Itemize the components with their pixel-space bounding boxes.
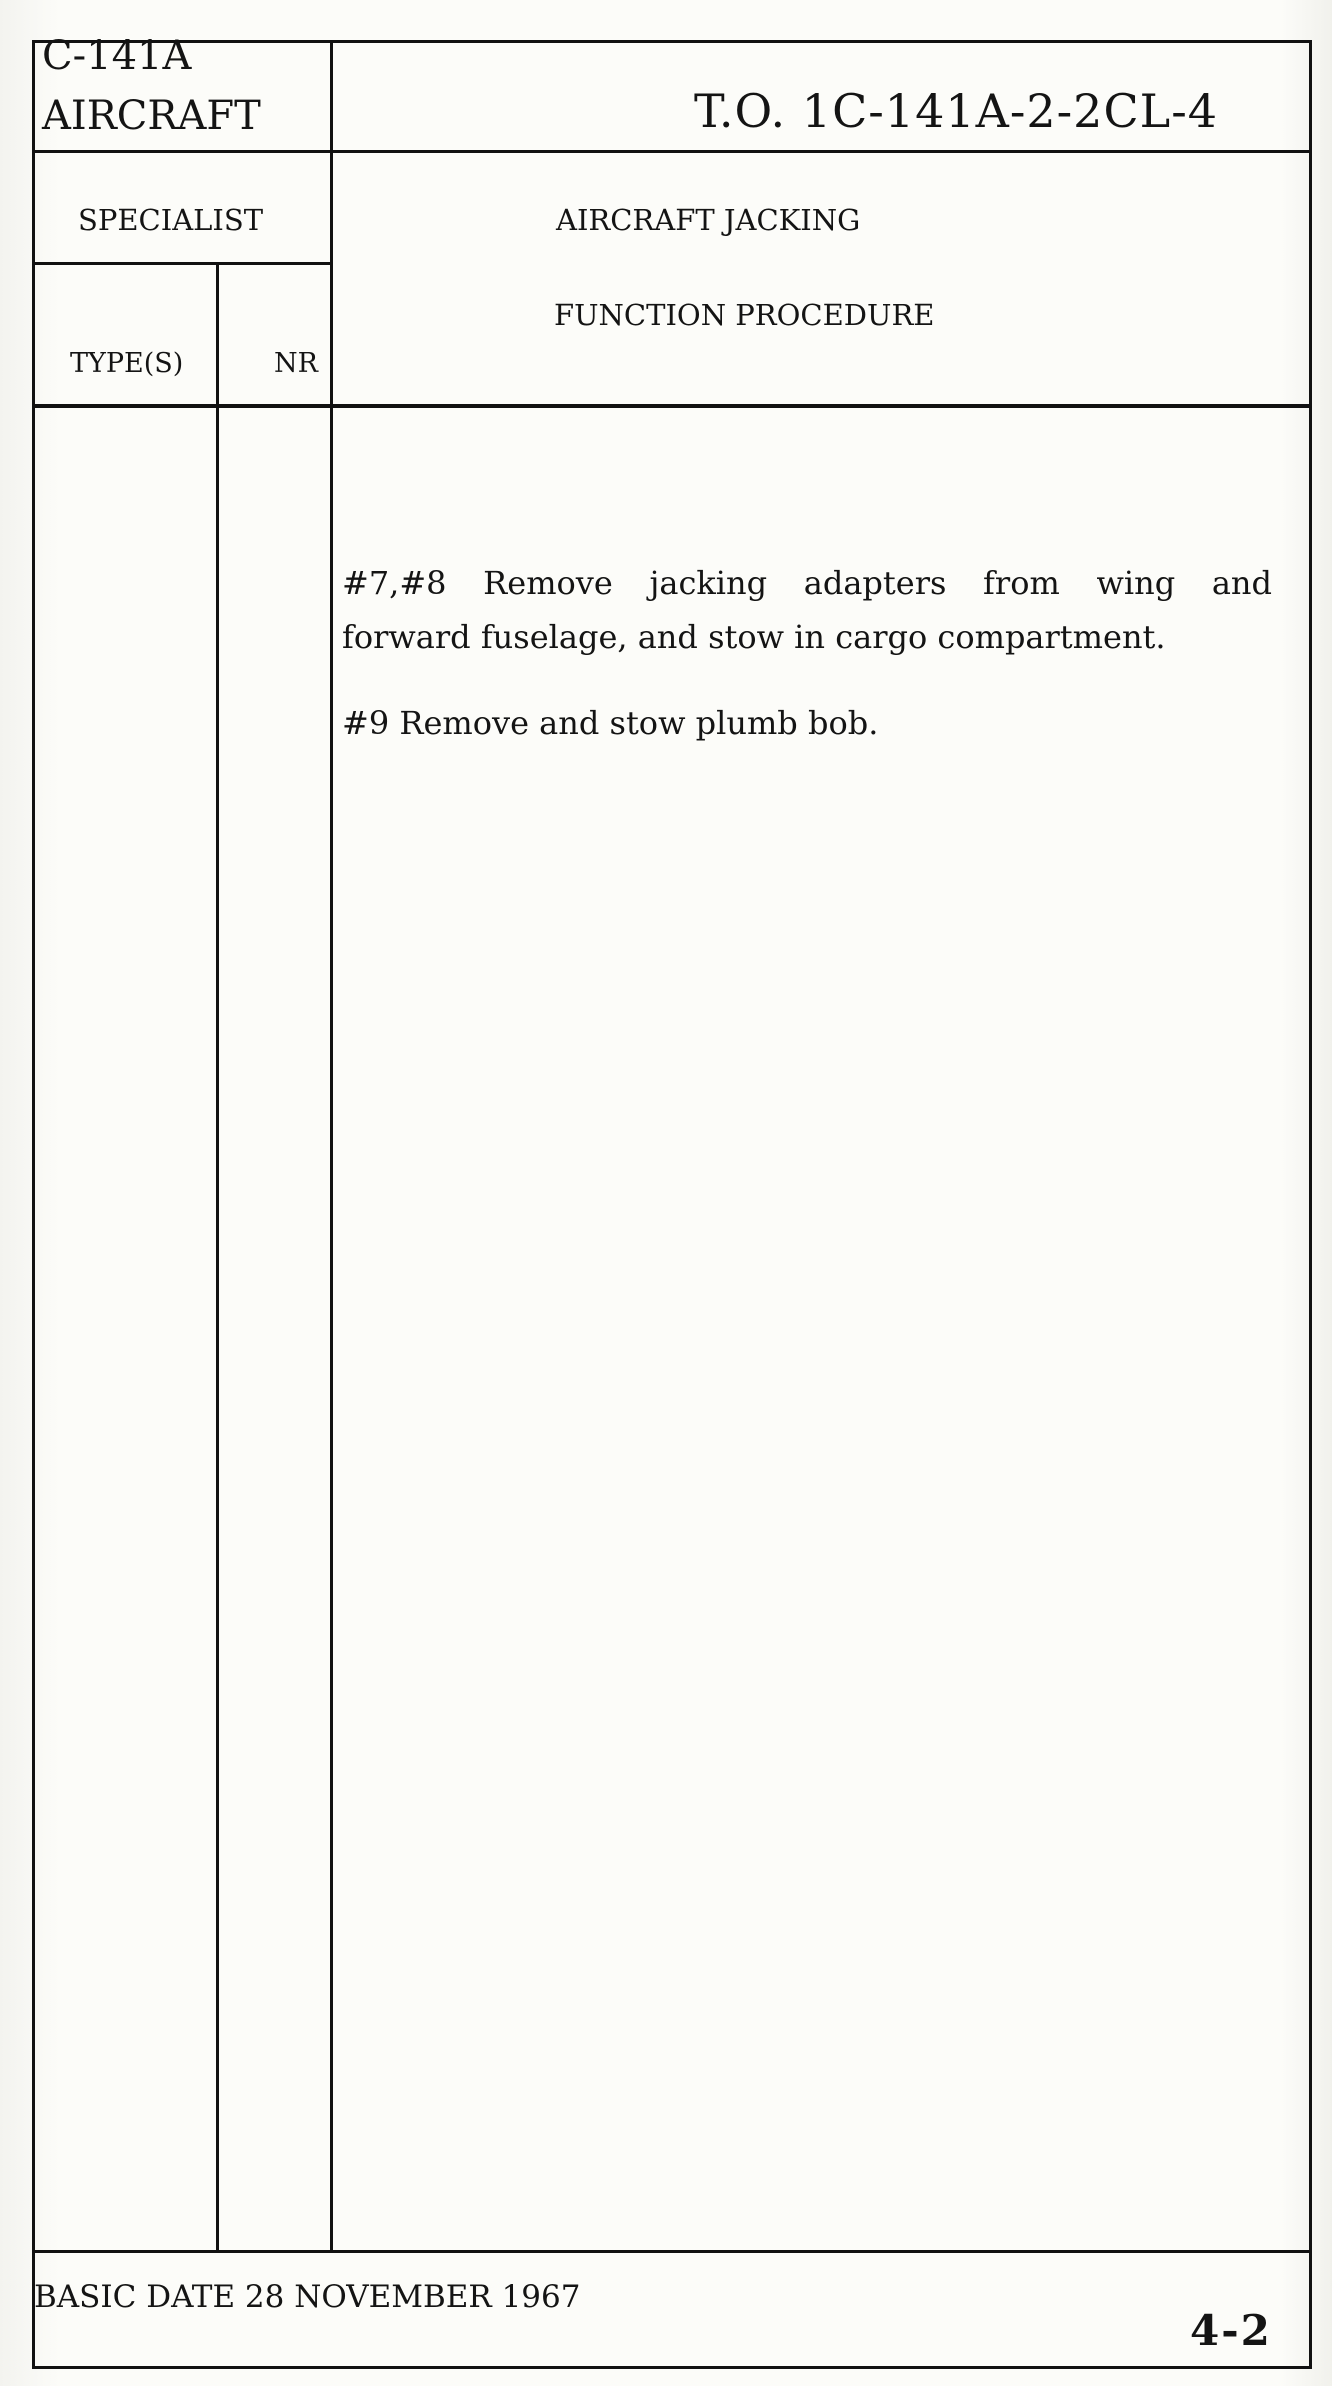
- footer-divider: [32, 2250, 1312, 2253]
- nr-column-header: NR: [274, 348, 318, 379]
- right-border: [1309, 40, 1312, 2369]
- bottom-border: [32, 2366, 1312, 2369]
- specialist-divider: [32, 262, 332, 265]
- aircraft-model: C-141A: [42, 33, 192, 79]
- left-border: [32, 40, 35, 2369]
- technical-order-number: T.O. 1C-141A-2-2CL-4: [694, 84, 1219, 138]
- step-line: forward fuselage, and stow in cargo compartment.: [342, 618, 1166, 656]
- procedure-step: [342, 556, 1272, 664]
- step-line: #9 Remove and stow plumb bob.: [342, 704, 879, 742]
- column-header-divider: [32, 404, 1312, 408]
- aircraft-label: AIRCRAFT: [42, 93, 261, 139]
- header-divider: [32, 150, 1312, 153]
- step-line: #7,#8 Remove jacking adapters from wing and: [342, 564, 1272, 602]
- specialist-header: SPECIALIST: [78, 203, 264, 237]
- page-number: 4-2: [1190, 2306, 1272, 2355]
- header-column-divider: [330, 40, 333, 2252]
- type-column-header: TYPE(S): [70, 348, 184, 379]
- procedure-step: [342, 696, 1272, 750]
- top-border: [32, 40, 1312, 43]
- section-subtitle: FUNCTION PROCEDURE: [554, 298, 935, 332]
- basic-date: BASIC DATE 28 NOVEMBER 1967: [34, 2279, 581, 2315]
- section-title: AIRCRAFT JACKING: [556, 203, 861, 237]
- type-nr-divider: [216, 262, 219, 2252]
